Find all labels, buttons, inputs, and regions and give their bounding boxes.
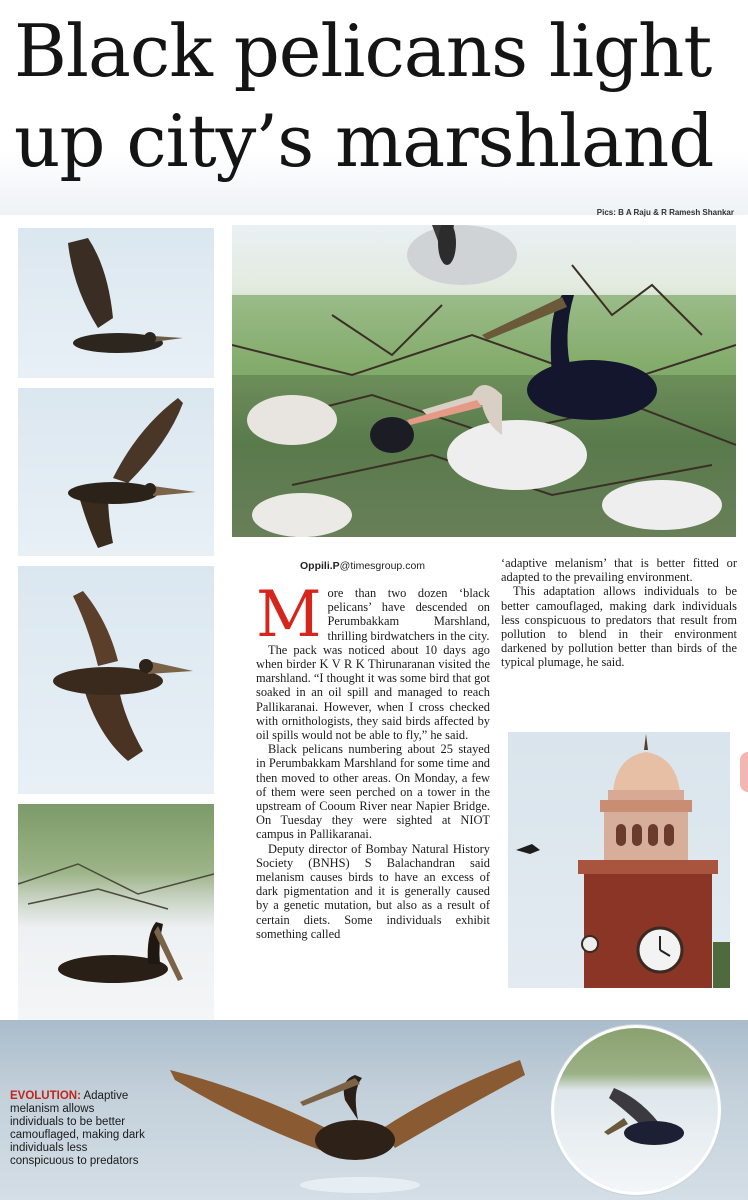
headline-line-2: up city’s marshland — [14, 99, 714, 183]
pelican-flight-photo-3 — [18, 566, 214, 794]
paragraph-text: ore than two dozen ‘black pelicans’ have descended on Perumbakkam Marshland, thrilling birdwatchers in the city. — [327, 586, 490, 643]
headline-line-1: Black pelicans light — [14, 9, 712, 93]
caption-lead: EVOLUTION: — [10, 1090, 81, 1102]
article-column-1 — [256, 586, 490, 990]
clock-tower-illustration — [508, 732, 730, 988]
photo-caption — [10, 1090, 150, 1168]
caption-text: Adaptive melanism allows individuals to be better camouflaged, making dark individuals less conspicuous to predators — [10, 1090, 145, 1167]
page-edge-marker — [740, 752, 748, 792]
article-paragraph: The pack was noticed about 10 days ago when birder K V R K Thirunaranan visited the marshland. “I thought it was some bird that got soaked in an oil spill and managed to reach Pallikaranai. However, when I cross checked with ornithologists, they said birds affected by oil spills would not be able to fly,” he said. — [256, 642, 490, 743]
pelican-on-water-photo — [18, 804, 214, 1030]
byline — [300, 560, 425, 572]
headline — [14, 6, 744, 186]
clock-tower-photo — [508, 732, 730, 988]
pelican-flight-photo-1 — [18, 228, 214, 378]
byline-name: Oppili.P — [300, 560, 340, 572]
photo-credit: Pics: B A Raju & R Ramesh Shankar — [596, 208, 734, 217]
article-column-2 — [501, 556, 737, 706]
article-paragraph: Deputy director of Bombay Natural History Society (BNHS) S Balachandran said melanism causes birds to have an excess of dark pigmentation and it is generally caused by a genetic mutation, but also as a result of certain diets. Some individuals exhibit something called — [256, 841, 490, 941]
headline-area — [0, 0, 748, 215]
main-photo-illustration — [232, 225, 736, 537]
article-paragraph — [256, 586, 490, 652]
pelican-flight-illustration-2 — [18, 388, 214, 556]
article-paragraph: Black pelicans numbering about 25 stayed in Perumbakkam Marshland for some time and then moved to other areas. On Monday, a few of them were seen perched on a tower in the upstream of Cooum River near Napier Bridge. On Tuesday they were sighted at NIOT campus in Pallikaranai. — [256, 742, 490, 842]
pelican-on-water-illustration — [18, 804, 214, 1030]
pelican-flight-photo-2 — [18, 388, 214, 556]
drop-cap: M — [256, 586, 322, 652]
inset-pelican-photo — [551, 1025, 721, 1195]
article-paragraph: ‘adaptive melanism’ that is better fitted or adapted to the prevailing environment. — [501, 556, 737, 585]
pelican-flight-illustration-3 — [18, 566, 214, 794]
article-paragraph: This adaptation allows individuals to be better camouflaged, making dark individuals less conspicuous to predators that result from pollution to blend in their environment darkened by pollution better than birds of the typical plumage, he said. — [501, 584, 737, 670]
byline-handle: @timesgroup.com — [339, 560, 426, 572]
pelican-flight-illustration-1 — [18, 228, 214, 378]
inset-pelican-illustration — [554, 1028, 718, 1192]
main-photo-pelicans-in-tree — [232, 225, 736, 537]
